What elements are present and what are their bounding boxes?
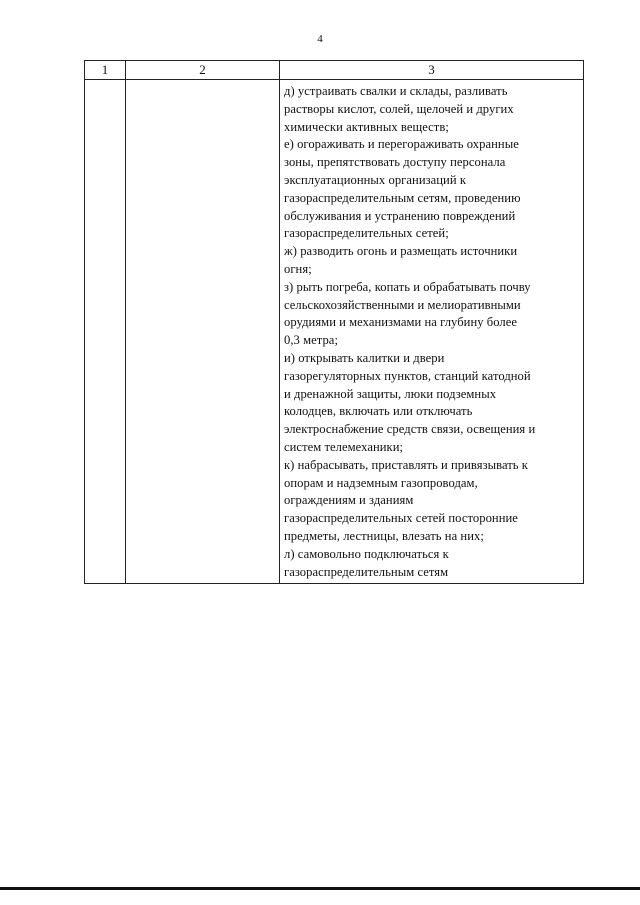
text-line: опорам и надземным газопроводам, <box>284 475 478 490</box>
text-line: к) набрасывать, приставлять и привязывать к <box>284 457 528 472</box>
text-line: д) устраивать свалки и склады, разливать <box>284 84 508 98</box>
header-col-2: 2 <box>126 61 280 79</box>
text-line: газорегуляторных пунктов, станций катодной <box>284 368 531 383</box>
text-line: 0,3 метра; <box>284 333 338 348</box>
text-line: газораспределительным сетям <box>284 564 449 579</box>
row-col-3-text <box>280 80 583 583</box>
bottom-rule <box>0 887 640 890</box>
text-line: зоны, препятствовать доступу персонала <box>284 155 506 170</box>
text-line: сельскохозяйственными и мелиоративными <box>284 297 521 312</box>
text-line: орудиями и механизмами на глубину более <box>284 315 518 330</box>
table-header-row <box>85 61 583 80</box>
text-line: ограждениям и зданиям <box>284 493 414 508</box>
text-line: колодцев, включать или отключать <box>284 404 473 419</box>
text-line: электроснабжение средств связи, освещения и <box>284 422 536 437</box>
text-line: газораспределительных сетей; <box>284 226 449 241</box>
row-col-2 <box>126 80 280 583</box>
text-line: огня; <box>284 261 312 276</box>
document-table <box>84 60 584 584</box>
table-row <box>85 80 583 583</box>
text-line: е) огораживать и перегораживать охранные <box>284 137 519 152</box>
text-line: газораспределительных сетей посторонние <box>284 511 518 526</box>
text-line: з) рыть погреба, копать и обрабатывать почву <box>284 279 531 294</box>
text-line: эксплуатационных организаций к <box>284 172 467 187</box>
header-col-1: 1 <box>85 61 126 79</box>
text-line: предметы, лестницы, влезать на них; <box>284 528 484 543</box>
text-line: систем телемеханики; <box>284 439 404 454</box>
text-line: газораспределительным сетям, проведению <box>284 190 521 205</box>
page-number: 4 <box>317 33 323 45</box>
text-line: ж) разводить огонь и размещать источники <box>284 244 518 259</box>
text-line: и дренажной защиты, люки подземных <box>284 386 497 401</box>
text-line: л) самовольно подключаться к <box>284 546 449 561</box>
text-line: химически активных веществ; <box>284 119 449 134</box>
row-col-1 <box>85 80 126 583</box>
text-line: обслуживания и устранению повреждений <box>284 208 516 223</box>
text-line: растворы кислот, солей, щелочей и других <box>284 101 514 116</box>
text-line: и) открывать калитки и двери <box>284 350 445 365</box>
header-col-3: 3 <box>428 62 435 77</box>
